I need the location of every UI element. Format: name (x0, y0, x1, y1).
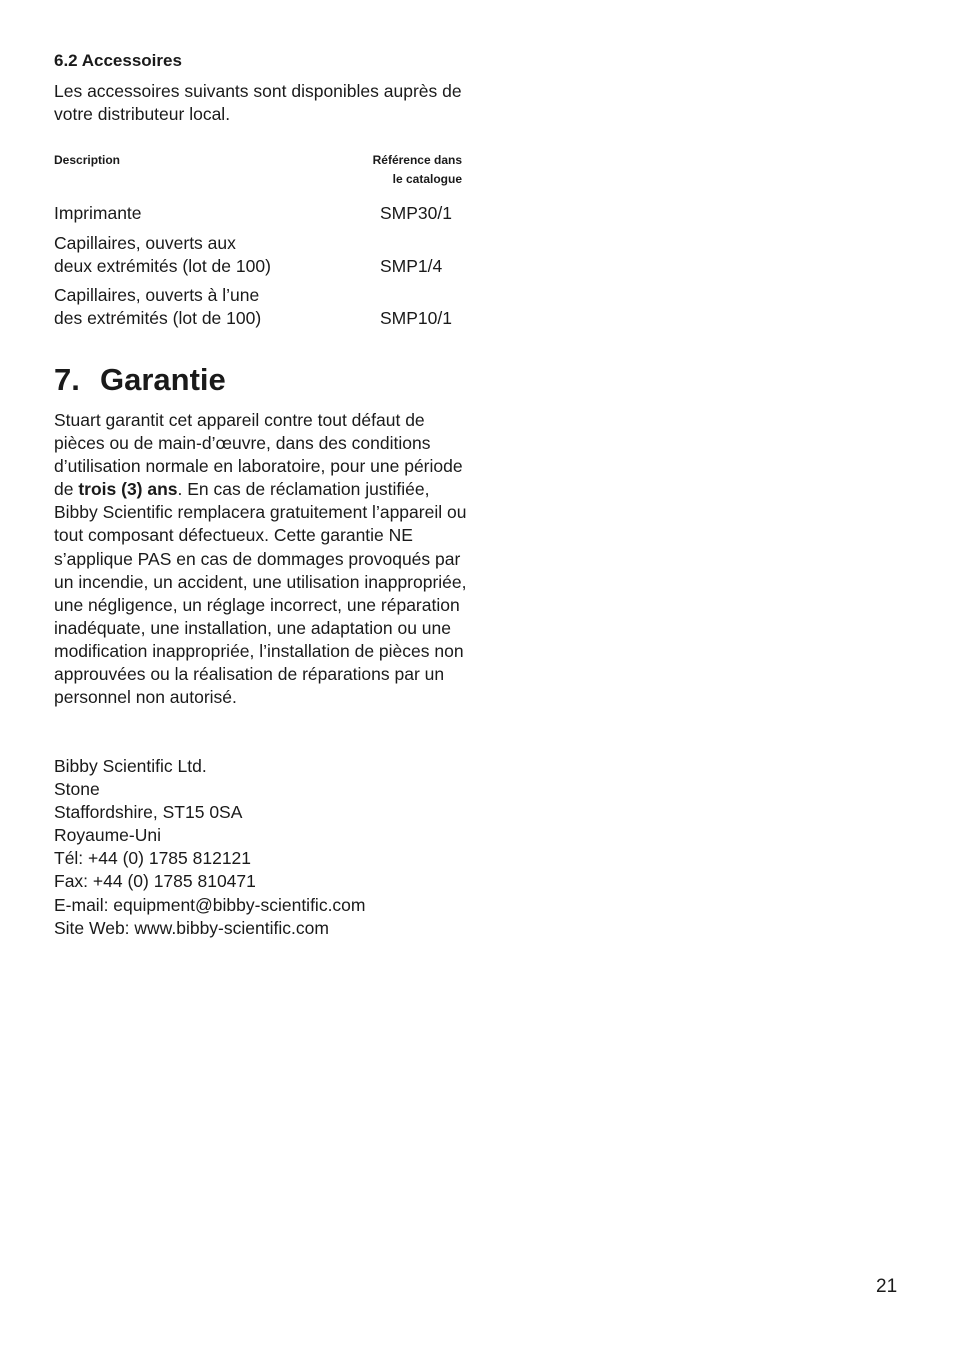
address-email: E-mail: equipment@bibby-scientific.com (54, 894, 366, 915)
row-description: Capillaires, ouverts aux deux extrémités (lot de 100) (54, 233, 271, 276)
page-number: 21 (876, 1276, 898, 1297)
warranty-heading (54, 360, 226, 400)
warranty-text-start: Stuart garantit cet appareil contre tout défaut de pièces ou de main-d’œuvre, dans des conditions d’utilisation normale en laboratoire, pour une période de (54, 410, 463, 500)
table-row (54, 284, 464, 330)
address-company: Bibby Scientific Ltd. (54, 756, 207, 776)
table-header-reference: Référence dans le catalogue (372, 153, 462, 186)
section-title: Garantie (100, 362, 226, 397)
row-description: Capillaires, ouverts à l’une des extrémités (lot de 100) (54, 285, 262, 328)
warranty-paragraph (54, 409, 474, 709)
address-country: Royaume-Uni (54, 825, 161, 846)
contact-address (54, 755, 474, 940)
row-reference: SMP30/1 (380, 203, 452, 223)
table-row (54, 202, 464, 225)
address-county: Staffordshire, ST15 0SA (54, 802, 243, 823)
table-header-description: Description (54, 153, 121, 167)
warranty-duration: trois (3) ans (78, 479, 178, 500)
warranty-text-end: . En cas de réclamation justifiée, Bibby Scientific remplacera gratuitement l’appareil ou tout composant défectueux. Cette garantie NE s’applique PAS en cas de dommages provoqués par un incendie, un accident, une utilisation inappropriée, une négligence, un réglage incorrect, une réparation inadéquate, une installation, une adaptation ou une modification inappropriée, l’installation de pièces non approuvées ou la réalisation de réparations par un personnel non autorisé. (54, 479, 467, 708)
accessories-heading: 6.2 Accessoires (54, 51, 182, 70)
row-reference: SMP1/4 (380, 256, 443, 276)
accessories-intro: Les accessoires suivants sont disponibles auprès de votre distributeur local. (54, 81, 462, 124)
row-reference: SMP10/1 (380, 308, 452, 328)
address-town: Stone (54, 779, 100, 800)
address-fax: Fax: +44 (0) 1785 810471 (54, 871, 256, 892)
row-description: Imprimante (54, 203, 142, 223)
address-tel: Tél: +44 (0) 1785 812121 (54, 848, 252, 869)
address-web: Site Web: www.bibby-scientific.com (54, 917, 329, 938)
table-row (54, 232, 464, 278)
section-number: 7. (54, 362, 80, 397)
